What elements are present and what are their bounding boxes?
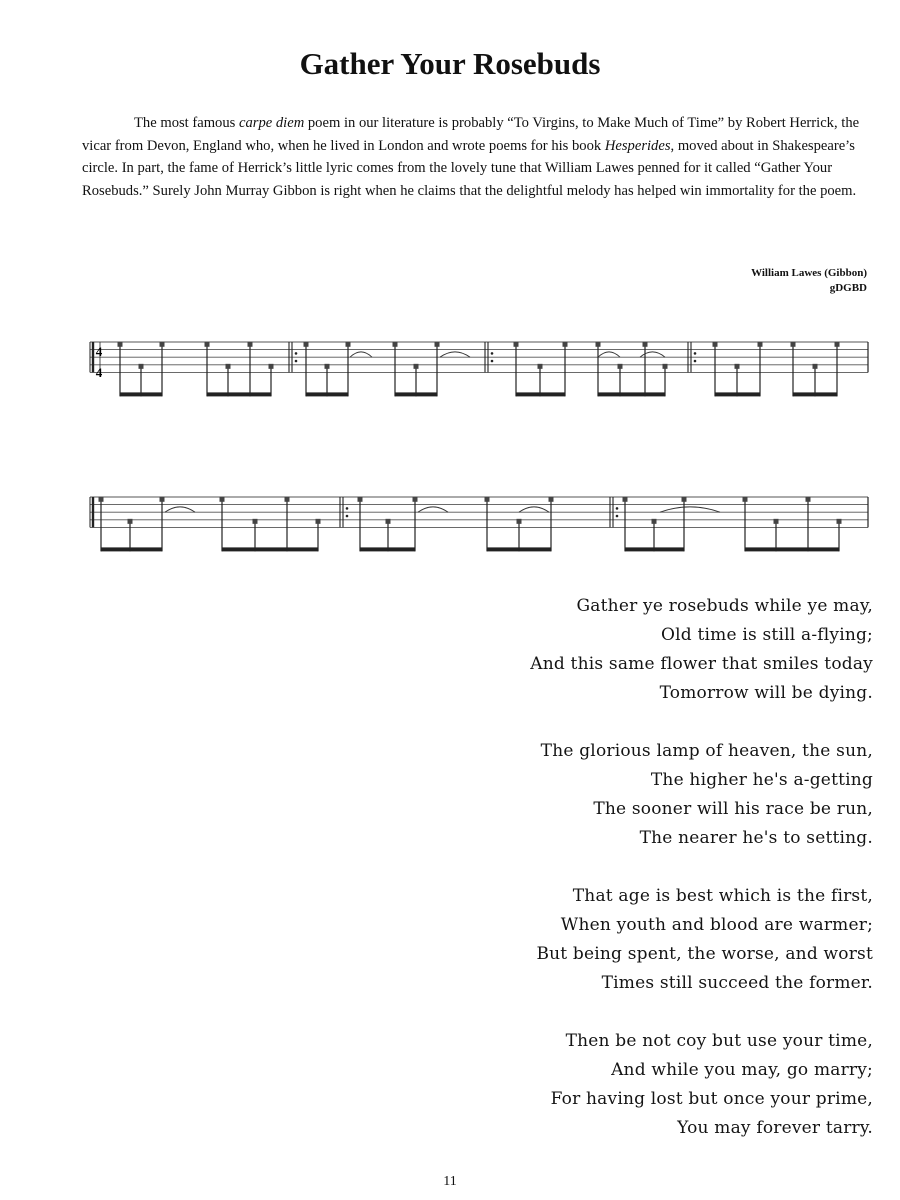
fret-number bbox=[139, 364, 144, 369]
fret-number bbox=[160, 342, 165, 347]
intro-italic-hesperides: Hesperides bbox=[604, 137, 671, 154]
fret-number bbox=[774, 519, 779, 524]
verse-line: For having lost but once your prime, bbox=[550, 1089, 873, 1109]
fret-number bbox=[813, 364, 818, 369]
fret-number bbox=[563, 342, 568, 347]
poem-verses bbox=[530, 592, 873, 1172]
slur bbox=[418, 507, 448, 512]
tab-system-2 bbox=[90, 497, 868, 552]
slur bbox=[640, 352, 665, 357]
verse-line: Then be not coy but use your time, bbox=[565, 1031, 873, 1051]
verse-line: That age is best which is the first, bbox=[572, 886, 873, 906]
fret-number bbox=[358, 497, 363, 502]
beam bbox=[222, 547, 318, 551]
verse-line: Gather ye rosebuds while ye may, bbox=[576, 596, 873, 616]
beam bbox=[745, 547, 839, 551]
fret-number bbox=[837, 519, 842, 524]
fret-number bbox=[393, 342, 398, 347]
repeat-dot bbox=[346, 515, 349, 518]
slur bbox=[350, 352, 372, 357]
fret-number bbox=[118, 342, 123, 347]
fret-number bbox=[538, 364, 543, 369]
fret-number bbox=[806, 497, 811, 502]
fret-number bbox=[623, 497, 628, 502]
fret-number bbox=[413, 497, 418, 502]
verse-line: Times still succeed the former. bbox=[601, 973, 873, 993]
slur bbox=[598, 352, 620, 357]
fret-number bbox=[618, 364, 623, 369]
page-number: 11 bbox=[443, 1174, 457, 1189]
stanza-1 bbox=[530, 592, 873, 708]
verse-line: The sooner will his race be run, bbox=[593, 799, 873, 819]
fret-number bbox=[663, 364, 668, 369]
fret-number bbox=[269, 364, 274, 369]
fret-number bbox=[414, 364, 419, 369]
repeat-dot bbox=[346, 507, 349, 510]
page-title: Gather Your Rosebuds bbox=[299, 46, 601, 81]
stanza-3 bbox=[530, 882, 873, 998]
fret-number bbox=[226, 364, 231, 369]
slur bbox=[440, 352, 470, 357]
fret-number bbox=[643, 342, 648, 347]
tab-system-1 bbox=[90, 342, 868, 397]
fret-number bbox=[325, 364, 330, 369]
fret-number bbox=[205, 342, 210, 347]
verse-line: Old time is still a-flying; bbox=[661, 625, 873, 645]
fret-number bbox=[285, 497, 290, 502]
verse-line: The glorious lamp of heaven, the sun, bbox=[540, 741, 873, 761]
slur bbox=[165, 507, 195, 512]
repeat-dot bbox=[616, 507, 619, 510]
repeat-dot bbox=[491, 352, 494, 355]
repeat-dot bbox=[616, 515, 619, 518]
repeat-dot bbox=[694, 352, 697, 355]
fret-number bbox=[758, 342, 763, 347]
fret-number bbox=[514, 342, 519, 347]
fret-number bbox=[713, 342, 718, 347]
fret-number bbox=[652, 519, 657, 524]
intro-text-2: poem in our literature is probably “To Virgins, to Make Much of Time” by Robert Herrick, the vicar from Devon, England who, when he lived in London and wrote poems for his book bbox=[82, 115, 860, 154]
repeat-dot bbox=[694, 360, 697, 363]
fret-number bbox=[304, 342, 309, 347]
intro-text-1: The most famous bbox=[134, 115, 239, 131]
fret-number bbox=[596, 342, 601, 347]
verse-line: And while you may, go marry; bbox=[611, 1060, 873, 1080]
fret-number bbox=[386, 519, 391, 524]
fret-number bbox=[346, 342, 351, 347]
verse-line: The higher he's a-getting bbox=[650, 770, 873, 790]
slur bbox=[519, 507, 549, 512]
fret-number bbox=[835, 342, 840, 347]
fret-number bbox=[253, 519, 258, 524]
intro-text-3: , moved about in Shakespeare’s circle. In part, the fame of Herrick’s little lyric comes from the lovely tune that William Lawes penned for it called “Gather Your Rosebuds.” Surely John Murray Gibbon is right when he claims that the delightful melody has helped win immortality for the poem. bbox=[82, 137, 857, 199]
intro-italic-carpe-diem: carpe diem bbox=[238, 115, 305, 131]
stanza-4 bbox=[530, 1027, 873, 1143]
fret-number bbox=[517, 519, 522, 524]
slur bbox=[660, 507, 720, 512]
fret-number bbox=[743, 497, 748, 502]
composer-credit: William Lawes (Gibbon) bbox=[751, 267, 867, 279]
fret-number bbox=[485, 497, 490, 502]
beam bbox=[598, 392, 665, 396]
fret-number bbox=[735, 364, 740, 369]
time-signature-top: 4 bbox=[95, 344, 103, 359]
fret-number bbox=[316, 519, 321, 524]
repeat-dot bbox=[295, 352, 298, 355]
fret-number bbox=[160, 497, 165, 502]
verse-line: When youth and blood are warmer; bbox=[560, 915, 873, 935]
verse-line: You may forever tarry. bbox=[677, 1118, 873, 1138]
fret-number bbox=[435, 342, 440, 347]
fret-number bbox=[128, 519, 133, 524]
repeat-dot bbox=[491, 360, 494, 363]
verse-line: But being spent, the worse, and worst bbox=[536, 944, 873, 964]
verse-line: The nearer he's to setting. bbox=[639, 828, 873, 848]
fret-number bbox=[682, 497, 687, 502]
fret-number bbox=[99, 497, 104, 502]
fret-number bbox=[549, 497, 554, 502]
fret-number bbox=[791, 342, 796, 347]
verse-line: And this same flower that smiles today bbox=[530, 654, 873, 674]
tuning-label: gDGBD bbox=[829, 282, 867, 294]
stanza-2 bbox=[530, 737, 873, 853]
beam bbox=[101, 547, 162, 551]
time-signature-bottom: 4 bbox=[95, 365, 103, 380]
fret-number bbox=[220, 497, 225, 502]
repeat-dot bbox=[295, 360, 298, 363]
beam bbox=[207, 392, 271, 396]
verse-line: Tomorrow will be dying. bbox=[659, 683, 873, 703]
fret-number bbox=[248, 342, 253, 347]
